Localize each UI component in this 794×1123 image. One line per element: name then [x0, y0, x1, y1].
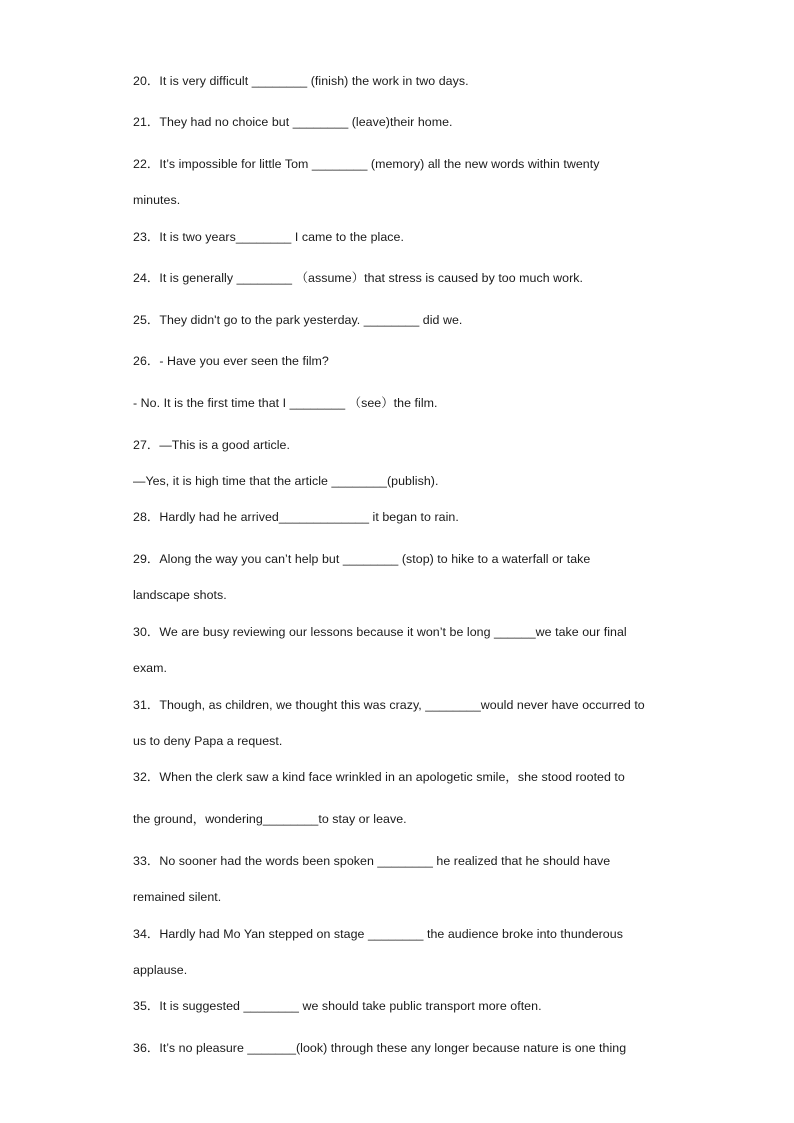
question-25: 25．They didn't go to the park yesterday. ________ did we.: [133, 313, 463, 327]
question-27-reply: —Yes, it is high time that the article ________(publish).: [133, 474, 439, 488]
question-28: 28．Hardly had he arrived_____________ it began to rain.: [133, 510, 459, 524]
question-31-continued: us to deny Papa a request.: [133, 734, 283, 748]
question-36: 36．It’s no pleasure _______(look) through these any longer because nature is one thing: [133, 1041, 627, 1055]
question-27: 27．—This is a good article.: [133, 438, 290, 452]
question-29: 29．Along the way you can’t help but ________ (stop) to hike to a waterfall or take: [133, 552, 591, 566]
question-33-continued: remained silent.: [133, 890, 222, 904]
question-30-continued: exam.: [133, 661, 167, 675]
question-34-continued: applause.: [133, 963, 188, 977]
question-31: 31．Though, as children, we thought this was crazy, ________would never have occurred to: [133, 698, 645, 712]
question-34: 34．Hardly had Mo Yan stepped on stage ________ the audience broke into thunderous: [133, 927, 623, 941]
question-24: 24．It is generally ________ （assume）that stress is caused by too much work.: [133, 271, 584, 285]
question-26: 26．- Have you ever seen the film?: [133, 354, 329, 368]
question-21: 21．They had no choice but ________ (leave)their home.: [133, 115, 453, 129]
question-32: 32．When the clerk saw a kind face wrinkled in an apologetic smile，she stood rooted to: [133, 770, 625, 784]
question-23: 23．It is two years________ I came to the place.: [133, 230, 404, 244]
question-33: 33．No sooner had the words been spoken ________ he realized that he should have: [133, 854, 611, 868]
question-32-continued: the ground，wondering________to stay or leave.: [133, 812, 407, 826]
question-26-reply: - No. It is the first time that I ________ （see）the film.: [133, 396, 438, 410]
question-20: 20．It is very difficult ________ (finish) the work in two days.: [133, 74, 469, 88]
question-35: 35．It is suggested ________ we should take public transport more often.: [133, 999, 542, 1013]
question-22: 22．It’s impossible for little Tom ________ (memory) all the new words within twenty: [133, 157, 600, 171]
question-29-continued: landscape shots.: [133, 588, 227, 602]
question-30: 30．We are busy reviewing our lessons because it won’t be long ______we take our final: [133, 625, 627, 639]
question-22-continued: minutes.: [133, 193, 181, 207]
